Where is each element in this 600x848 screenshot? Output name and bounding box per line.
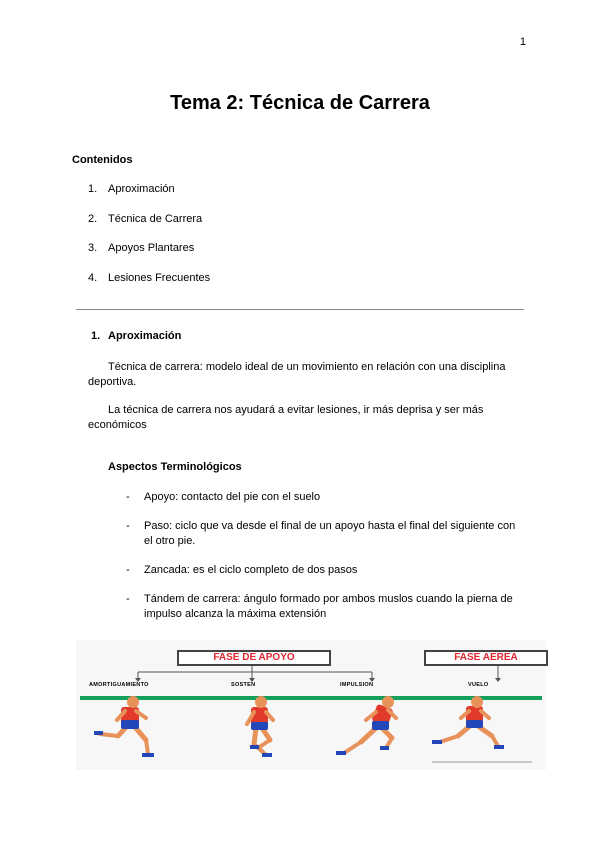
runner-figure-cushioning xyxy=(94,696,154,757)
phase-aerial-label: FASE AEREA xyxy=(424,650,548,666)
section-title: Aproximación xyxy=(108,330,182,342)
horizontal-divider xyxy=(76,309,524,310)
contents-item xyxy=(88,213,210,243)
subsection-heading: Aspectos Terminológicos xyxy=(108,461,242,473)
running-phases-figure xyxy=(76,640,546,770)
terms-list xyxy=(126,490,524,636)
subphase-cushioning-label: AMORTIGUAMIENTO xyxy=(89,682,149,688)
subphase-support-label: SOSTEN xyxy=(231,682,256,688)
section-number: 1. xyxy=(91,330,101,342)
connector-arrowheads xyxy=(135,678,501,682)
paragraph-benefits: La técnica de carrera nos ayudará a evitar lesiones, ir más deprisa y ser más económicos xyxy=(88,404,484,431)
contents-item-number: 4. xyxy=(88,271,98,284)
contents-item-text: Apoyos Plantares xyxy=(108,242,195,254)
phase-support-label: FASE DE APOYO xyxy=(177,650,331,666)
contents-item-number: 1. xyxy=(88,183,98,195)
contents-item xyxy=(88,183,210,213)
contents-item xyxy=(88,272,210,302)
page-number: 1 xyxy=(519,36,526,48)
phase-connectors xyxy=(138,666,498,681)
contents-item-number: 2. xyxy=(88,212,98,225)
subphase-push-off-label: IMPULSION xyxy=(340,682,374,688)
term-item: - Zancada: es el ciclo completo de dos pasos xyxy=(126,563,524,578)
term-item: - Paso: ciclo que va desde el final de un apoyo hasta el final del siguiente con el otro pie. xyxy=(126,519,524,549)
runner-figure-push-off xyxy=(336,696,396,755)
contents-label: Contenidos xyxy=(72,154,133,166)
contents-item-number: 3. xyxy=(88,242,98,254)
contents-item-text: Técnica de Carrera xyxy=(108,212,203,225)
runner-figure-flight xyxy=(432,696,532,762)
term-item: - Apoyo: contacto del pie con el suelo xyxy=(126,490,524,505)
section-heading xyxy=(91,330,181,342)
contents-item xyxy=(88,242,210,272)
contents-item-text: Aproximación xyxy=(108,183,175,195)
contents-list xyxy=(88,183,210,301)
subphase-flight-label: VUELO xyxy=(468,682,489,688)
page-title: Tema 2: Técnica de Carrera xyxy=(170,92,430,114)
term-item: - Tándem de carrera: ángulo formado por ambos muslos cuando la pierna de impulso alcanza la máxima extensión xyxy=(126,592,524,622)
contents-item-text: Lesiones Frecuentes xyxy=(108,271,211,284)
runner-figure-support xyxy=(247,696,273,757)
paragraph-definition: Técnica de carrera: modelo ideal de un movimiento en relación con una disciplina deportiva. xyxy=(88,361,506,388)
